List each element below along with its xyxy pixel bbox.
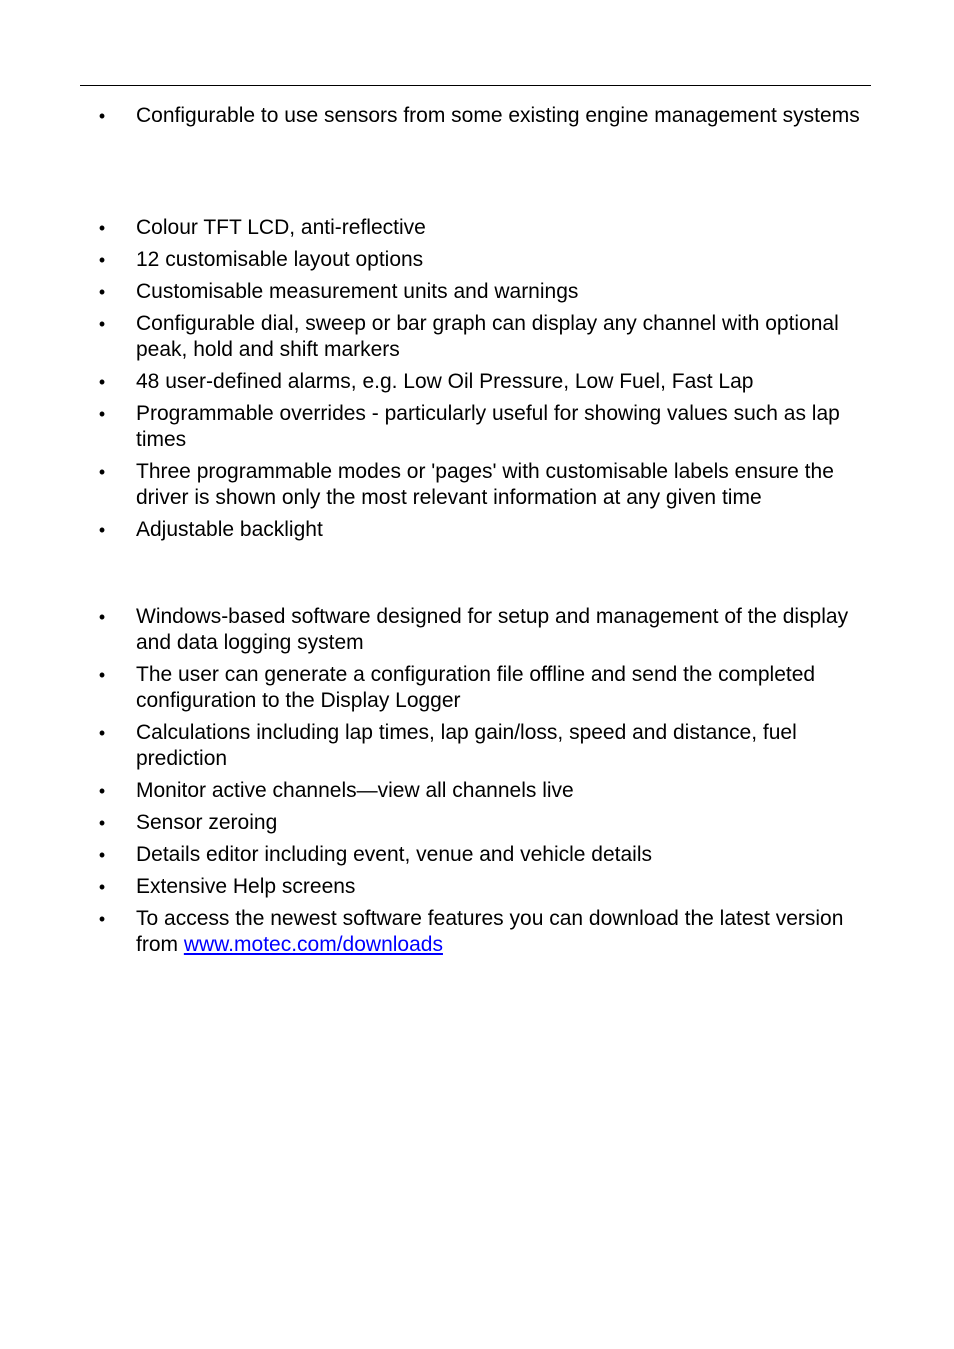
bullet-icon: • bbox=[98, 314, 106, 334]
list-item-text: Extensive Help screens bbox=[136, 875, 356, 898]
list-item-text: To access the newest software features you can download the latest version from bbox=[136, 907, 844, 956]
bullet-icon: • bbox=[98, 877, 106, 897]
list-item-text: Programmable overrides - particularly useful for showing values such as lap times bbox=[136, 402, 840, 451]
list-item bbox=[0, 247, 954, 273]
list-item-text: Three programmable modes or 'pages' with customisable labels ensure the driver is shown only the most relevant information at any given time bbox=[136, 460, 834, 509]
list-item-text: Monitor active channels—view all channels live bbox=[136, 779, 574, 802]
list-item bbox=[0, 604, 954, 656]
list-item-text: The user can generate a configuration file offline and send the completed configuration to the Display Logger bbox=[136, 663, 816, 712]
list-item bbox=[0, 720, 954, 772]
list-item bbox=[0, 810, 954, 836]
list-item-text: Configurable dial, sweep or bar graph can display any channel with optional peak, hold and shift markers bbox=[136, 312, 839, 361]
bullet-icon: • bbox=[98, 781, 106, 801]
list-item-text: 12 customisable layout options bbox=[136, 248, 424, 271]
list-item bbox=[0, 215, 954, 241]
list-item bbox=[0, 311, 954, 363]
bullet-icon: • bbox=[98, 282, 106, 302]
bullet-icon: • bbox=[98, 462, 106, 482]
list-item bbox=[0, 517, 954, 543]
list-item-text: Windows-based software designed for setup and management of the display and data logging system bbox=[136, 605, 849, 654]
list-item bbox=[0, 842, 954, 868]
bullet-icon: • bbox=[98, 520, 106, 540]
bullet-icon: • bbox=[98, 607, 106, 627]
list-item-text: Adjustable backlight bbox=[136, 518, 323, 541]
list-item bbox=[0, 279, 954, 305]
bullet-icon: • bbox=[98, 250, 106, 270]
list-item-text: Details editor including event, venue and vehicle details bbox=[136, 843, 652, 866]
list-item-text: Sensor zeroing bbox=[136, 811, 278, 834]
list-item bbox=[0, 778, 954, 804]
bullet-icon: • bbox=[98, 723, 106, 743]
list-item bbox=[0, 401, 954, 453]
list-item-text: 48 user-defined alarms, e.g. Low Oil Pressure, Low Fuel, Fast Lap bbox=[136, 370, 754, 393]
bullet-icon: • bbox=[98, 665, 106, 685]
list-item bbox=[0, 874, 954, 900]
list-item bbox=[0, 369, 954, 395]
bullet-icon: • bbox=[98, 372, 106, 392]
list-item-text: Colour TFT LCD, anti-reflective bbox=[136, 216, 426, 239]
list-item bbox=[0, 662, 954, 714]
section-display bbox=[0, 215, 954, 549]
downloads-link[interactable]: www.motec.com/downloads bbox=[183, 933, 443, 956]
list-item-text: Configurable to use sensors from some existing engine management systems bbox=[136, 104, 860, 127]
bullet-icon: • bbox=[98, 909, 106, 929]
bullet-icon: • bbox=[98, 404, 106, 424]
list-item bbox=[0, 459, 954, 511]
section-sensors bbox=[0, 103, 954, 135]
list-item bbox=[0, 103, 954, 129]
section-software bbox=[0, 604, 954, 964]
header-rule bbox=[80, 85, 871, 86]
list-item-text: Calculations including lap times, lap gain/loss, speed and distance, fuel prediction bbox=[136, 721, 797, 770]
bullet-icon: • bbox=[98, 218, 106, 238]
list-item bbox=[0, 906, 954, 958]
bullet-icon: • bbox=[98, 106, 106, 126]
list-item-text: Customisable measurement units and warnings bbox=[136, 280, 579, 303]
bullet-icon: • bbox=[98, 845, 106, 865]
bullet-icon: • bbox=[98, 813, 106, 833]
